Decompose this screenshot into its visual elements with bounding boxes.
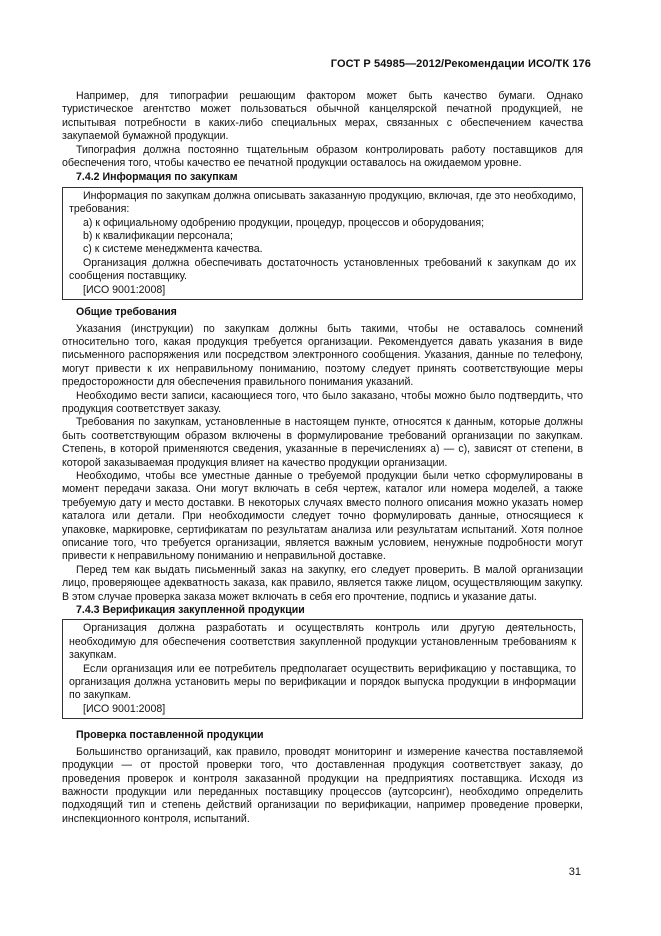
general-paragraph: Перед тем как выдать письменный заказ на закупку, его следует проверить. В малой организации лицо, проверяющее адекватность заказа, как правило, является также лицом, осуществляющим закупку. В этом случае проверка заказа может включать в себя его прочтение, подпись и указание даты. bbox=[62, 563, 583, 603]
quote-paragraph: Организация должна разработать и осуществлять контроль или другую деятельность, необходимую для обеспечения соответствия закупленной продукции установленным требованиям к закупкам. bbox=[69, 622, 576, 662]
general-requirements-heading: Общие требования bbox=[76, 306, 177, 319]
iso-quote-box-7-4-3 bbox=[62, 619, 583, 719]
quote-paragraph: Если организация или ее потребитель предполагает осуществить верификацию у поставщика, то организация должна установить меры по верификации и порядок выпуска продукции в информации по закупкам. bbox=[69, 662, 576, 702]
general-paragraph: Указания (инструкции) по закупкам должны быть такими, чтобы не оставалось сомнений относительно того, какая продукция требуется организации. Рекомендуется давать указания в виде письменного распоряжения или посредством электронного сообщения. Указания, данные по телефону, могут привести к их неправильному пониманию, поэтому следует принять соответствующие меры предосторожности для обеспечения правильного понимания указаний. bbox=[62, 322, 583, 389]
verification-paragraph: Большинство организаций, как правило, проводят мониторинг и измерение качества поставляемой продукции — от простой проверки того, что доставленная продукция соответствует заказу, до проведения проверок и контроля заказанной продукции на предприятиях поставщика. Исходя из важности продукции или переданных поставщику процессов (аутсорсинг), необходимо определить подходящий тип и степень действий организации по верификации, например проведение проверки, инспекционного контроля, испытаний. bbox=[62, 745, 583, 825]
general-paragraph: Требования по закупкам, установленные в настоящем пункте, относятся к данным, которые должны быть соответствующим образом включены в формулирование требований организации по закупкам. Степень, в которой применяются сведения, указанные в перечислениях а) — с), зависят от степени, в которой заказываемая продукция влияет на качество продукции организации. bbox=[62, 416, 583, 469]
quote-line: Информация по закупкам должна описывать заказанную продукцию, включая, где это необходимо, требования: bbox=[69, 189, 576, 216]
section-heading-7-4-2: 7.4.2 Информация по закупкам bbox=[76, 171, 238, 184]
page-content bbox=[62, 90, 583, 826]
section-heading-7-4-3: 7.4.3 Верификация закупленной продукции bbox=[76, 604, 305, 617]
general-paragraph: Необходимо вести записи, касающиеся того, что было заказано, чтобы можно было подтвердить, что продукция соответствует заказу. bbox=[62, 389, 583, 415]
quote-reference: [ИСО 9001:2008] bbox=[83, 702, 166, 715]
quote-line: c) к системе менеджмента качества. bbox=[83, 243, 263, 256]
quote-line: b) к квалификации персонала; bbox=[83, 230, 233, 243]
general-paragraph: Необходимо, чтобы все уместные данные о требуемой продукции были четко сформулированы в момент передачи заказа. Они могут включать в себя чертеж, каталог или номера моделей, а также требуемую дату и место доставки. В некоторых случаях вместо полного описания можно указать номер каталога или детали. При необходимости следует точно формулировать данные, относящиеся к упаковке, маркировке, сертификатам по результатам анализа или результатам испытаний. Хотя полное описание того, что требуется организации, является важным условием, ненужные подробности могут привести к неправильному пониманию и неправильной доставке. bbox=[62, 469, 583, 563]
intro-paragraph: Например, для типографии решающим фактором может быть качество бумаги. Однако туристическое агентство может пользоваться обычной канцелярской печатной продукцией, не испытывая потребности в каких-либо специальных мерах, связанных с обеспечением качества закупаемой бумажной продукции. bbox=[62, 90, 583, 143]
quote-reference: [ИСО 9001:2008] bbox=[83, 283, 166, 296]
page-number: 31 bbox=[568, 866, 581, 878]
page-header: ГОСТ Р 54985—2012/Рекомендации ИСО/ТК 176 bbox=[330, 58, 591, 70]
quote-line: a) к официальному одобрению продукции, процедур, процессов и оборудования; bbox=[83, 216, 485, 229]
verification-heading: Проверка поставленной продукции bbox=[76, 729, 264, 742]
intro-paragraph: Типография должна постоянно тщательным образом контролировать работу поставщиков для обеспечения того, чтобы качество ее печатной продукции оставалось на ожидаемом уровне. bbox=[62, 143, 583, 170]
quote-line: Организация должна обеспечивать достаточность установленных требований к закупкам до их сообщения поставщику. bbox=[69, 256, 576, 283]
iso-quote-box-7-4-2 bbox=[62, 187, 583, 300]
